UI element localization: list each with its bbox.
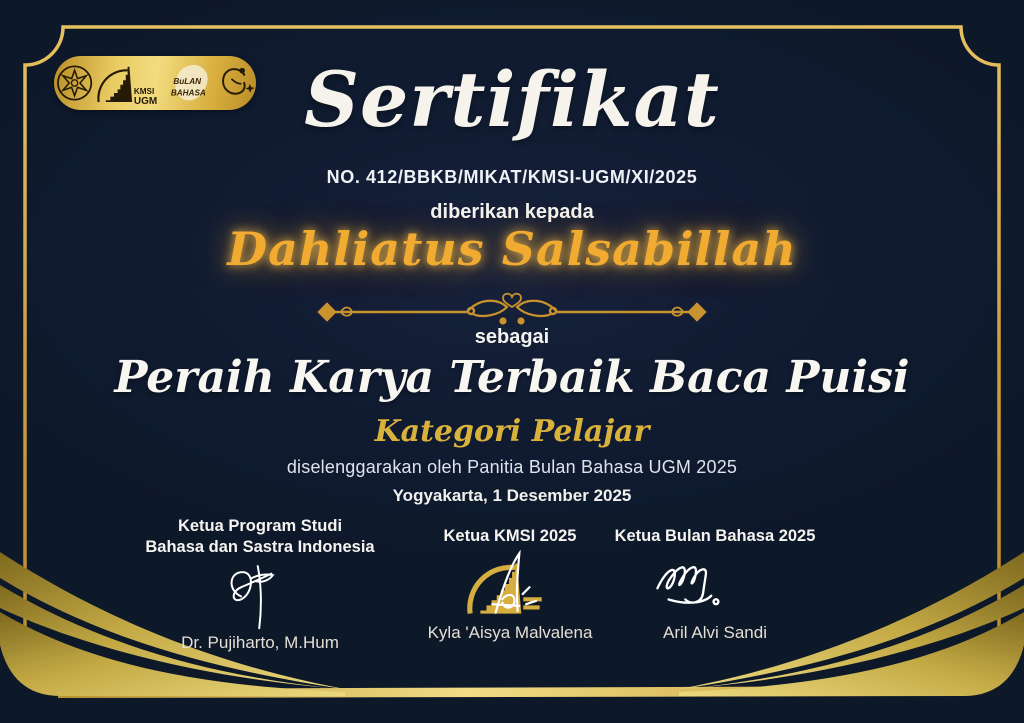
- signatory-block-kmsi: [394, 516, 626, 643]
- signature-aril: [650, 551, 780, 621]
- certificate-number: NO. 412/BBKB/MIKAT/KMSI-UGM/XI/2025: [326, 167, 698, 187]
- signatory-name: Dr. Pujiharto, M.Hum: [181, 633, 339, 653]
- award-title: Peraih Karya Terbaik Baca Puisi: [114, 352, 910, 403]
- bulan-bahasa-text-line1: BuLAN: [173, 76, 201, 86]
- signatory-name: Aril Alvi Sandi: [663, 622, 767, 642]
- signature-kyla: [462, 550, 558, 622]
- signatory-role: Ketua Bulan Bahasa 2025: [614, 527, 816, 545]
- kmsi-logo-text-line2: UGM: [134, 95, 158, 106]
- signatory-block-program-studi: [118, 516, 402, 653]
- bulan-bahasa-text-line2: BAHASA: [170, 88, 206, 98]
- signatory-role-line2: Bahasa dan Sastra Indonesia: [145, 537, 375, 556]
- signatory-role-line1: Ketua Program Studi: [177, 517, 343, 535]
- place-and-date: Yogyakarta, 1 Desember 2025: [392, 486, 632, 505]
- given-to-label: diberikan kepada: [430, 201, 594, 223]
- kmsi-logo-text-line1: KMSI: [134, 86, 155, 96]
- signatory-role: Ketua KMSI 2025: [443, 527, 577, 545]
- certificate-title: Sertifikat: [304, 55, 720, 144]
- signatory-name: Kyla 'Aisya Malvalena: [427, 622, 593, 642]
- award-category: Kategori Pelajar: [374, 414, 650, 449]
- organizer-line: diselenggarakan oleh Panitia Bulan Bahasa UGM 2025: [286, 457, 738, 477]
- recipient-name: Dahliatus Salsabillah: [227, 222, 797, 276]
- as-label: sebagai: [474, 326, 550, 348]
- signatory-block-bulan-bahasa: [600, 516, 830, 643]
- signatory-role: [118, 516, 402, 557]
- signature-pujiharto: [208, 560, 312, 632]
